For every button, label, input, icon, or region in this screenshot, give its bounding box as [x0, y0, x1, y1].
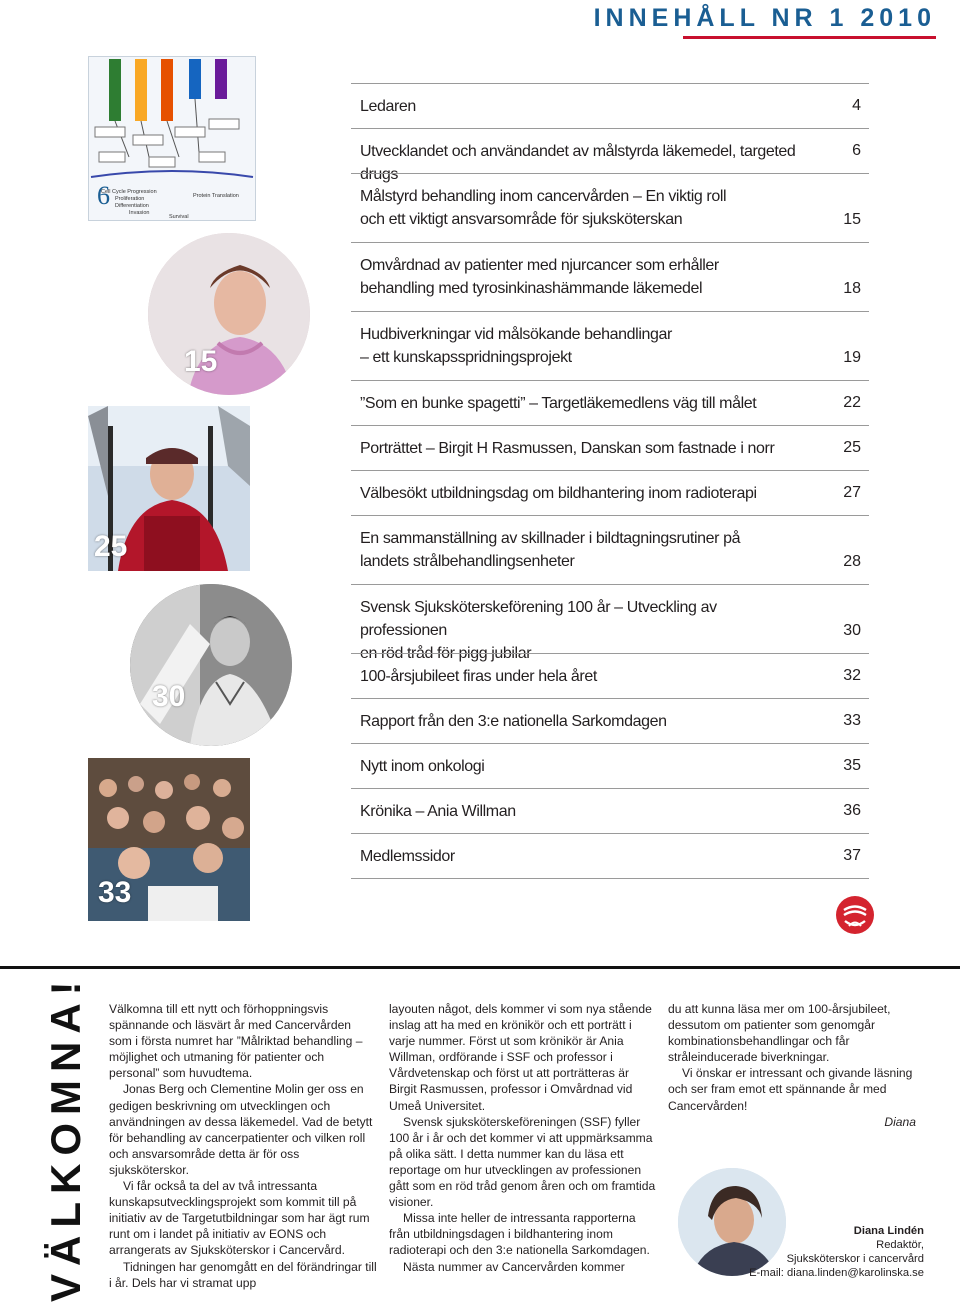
toc-entry-page: 15 — [843, 211, 861, 228]
woman-portrait-graphic — [148, 233, 310, 395]
toc-entry-page: 32 — [843, 667, 861, 684]
toc-entry[interactable] — [351, 788, 869, 833]
table-of-contents — [351, 83, 869, 879]
editorial-paragraph: Svensk sjuksköterskeföreningen (SSF) fyller 100 år i år och det kommer vi att uppmärksamma på olika sätt. I detta nummer kan du läsa ett reportage om hur utvecklingen av professionen gått som en röd tråd genom åren och om framtida visioner. — [389, 1114, 656, 1210]
toc-entry-title: Ledaren — [360, 98, 416, 115]
toc-entry-page: 37 — [843, 847, 861, 864]
editorial-paragraph: Välkomna till ett nytt och förhoppningsvis spännande och läsvärt år med Cancervården som i första numret har ”Målriktad behandling – möjlighet och utmaning för patienter och personal” som huvudtema. — [109, 1002, 363, 1081]
diagram-label: Invasion — [129, 210, 150, 216]
toc-entry-page: 33 — [843, 712, 861, 729]
toc-entry[interactable] — [351, 584, 869, 662]
toc-entry-title: Porträttet – Birgit H Rasmussen, Danskan som fastnade i norr — [360, 440, 775, 457]
toc-entry-page: 6 — [852, 142, 861, 159]
toc-entry-title: behandling med tyrosinkinashämmande läkemedel — [360, 280, 703, 297]
toc-entry-title: Nytt inom onkologi — [360, 758, 485, 775]
toc-entry-page: 22 — [843, 394, 861, 411]
editorial-paragraph: Nästa nummer av Cancervården kommer — [403, 1259, 625, 1274]
toc-entry-title: 100-årsjubileet firas under hela året — [360, 668, 597, 685]
skier-thumbnail[interactable] — [88, 406, 250, 571]
toc-entry[interactable] — [351, 425, 869, 470]
toc-entry-title: Utvecklandet och användandet av målstyrda läkemedel, targeted drugs — [360, 143, 796, 183]
toc-entry[interactable] — [351, 242, 869, 311]
editorial-column-1 — [109, 1001, 377, 1291]
toc-entry-page: 27 — [843, 484, 861, 501]
toc-bottom-rule — [351, 878, 869, 879]
toc-entry[interactable] — [351, 173, 869, 242]
toc-entry[interactable] — [351, 128, 869, 183]
toc-entry-page: 19 — [843, 349, 861, 366]
editor-email[interactable]: E-mail: diana.linden@karolinska.se — [749, 1267, 924, 1279]
association-logo-icon — [835, 895, 875, 935]
toc-entry-title: ”Som en bunke spagetti” – Targetläkemedlens väg till målet — [360, 395, 757, 412]
thumbnail-badge: 33 — [98, 876, 132, 909]
editor-name: Diana Lindén — [853, 1225, 924, 1237]
editor-contact — [749, 1224, 924, 1280]
crowd-thumbnail[interactable] — [88, 758, 250, 921]
toc-entry[interactable] — [351, 698, 869, 743]
toc-entry[interactable] — [351, 83, 869, 128]
toc-entry[interactable] — [351, 743, 869, 788]
association-logo — [835, 895, 875, 935]
thumbnail-badge: 6 — [97, 181, 110, 210]
editorial-paragraph: Jonas Berg och Clementine Molin ger oss en gedigen beskrivning om utvecklingen och användningen av dessa läkemedel. Vad de betytt för behandling av cancerpatienter och vilken roll och ansvarsområde detta är för oss sjuksköterskor. — [109, 1082, 373, 1177]
diagram-label: Proliferation — [115, 196, 145, 202]
diagram-label: Protein Translation — [193, 193, 239, 199]
editorial-paragraph: Missa inte heller de intressanta rapporterna från utbildningsdagen i bildhantering inom radioterapi och den 3:e nationella Sarkomdagen. — [389, 1211, 650, 1258]
editorial-paragraph: Vi får också ta del av två intressanta kunskapsutvecklingsprojekt som kommit till på initiativ av de Targetutbildningar som har ägt rum runt om i landet på initiativ av EONS och arrangerats av Sjuksköterskor i Cancervård. — [109, 1179, 370, 1258]
toc-entry[interactable] — [351, 470, 869, 515]
editorial-paragraph: Tidningen har genomgått en del förändringar till i år. Dels har vi stramat upp — [109, 1259, 377, 1290]
thumbnail-badge: 30 — [152, 680, 186, 713]
toc-entry-title: Svensk Sjuksköterskeförening 100 år – Utveckling av professionen — [360, 599, 717, 639]
toc-entry-title: En sammanställning av skillnader i bildtagningsrutiner på — [360, 530, 741, 547]
editorial-paragraph: layouten något, dels kommer vi som nya stående inslag att ha med en krönikör och ett porträtt i varje nummer. Först ut som krönikör är Ania Willman, ordförande i SSF och professor i Vårdvetenskap och först ut att porträtteras är Birgit Rasmussen, professor i Omvårdnad vid Umeå Universitet. — [389, 1002, 652, 1113]
toc-entry-page: 28 — [843, 553, 861, 570]
diagram-label: Cell Cycle Progression — [101, 189, 157, 195]
diagram-label: Differentiation — [115, 203, 149, 209]
issue-title: INNEHÅLL NR 1 2010 — [593, 4, 936, 32]
editorial-column-2 — [389, 1001, 657, 1275]
vintage-nurse-thumbnail[interactable] — [130, 584, 292, 746]
diagram-thumbnail[interactable] — [88, 56, 256, 221]
toc-entry-page: 25 — [843, 439, 861, 456]
header-rule — [683, 36, 936, 39]
toc-entry-title: Hudbiverkningar vid målsökande behandlingar — [360, 326, 672, 343]
toc-entry-title: en röd tråd för pigg jubilar — [360, 645, 532, 662]
thumbnail-badge: 15 — [184, 345, 218, 378]
toc-entry-title: landets strålbehandlingsenheter — [360, 553, 575, 570]
vintage-nurse-graphic — [130, 584, 292, 746]
editor-organization: Sjuksköterskor i cancervård — [786, 1253, 924, 1265]
welcome-heading: VÄLKOMNA! — [42, 973, 89, 1302]
toc-entry-title: och ett viktigt ansvarsområde för sjuksköterskan — [360, 211, 683, 228]
editorial-column-3 — [668, 1001, 930, 1130]
toc-entry-page: 4 — [852, 97, 861, 114]
toc-entry-title: Medlemssidor — [360, 848, 455, 865]
toc-entry-page: 35 — [843, 757, 861, 774]
toc-entry-title: Krönika – Ania Willman — [360, 803, 516, 820]
toc-entry-page: 30 — [843, 622, 861, 639]
toc-entry[interactable] — [351, 380, 869, 425]
editorial-paragraph: du att kunna läsa mer om 100-årsjubileet, dessutom om patienter som genomgår kombinationsbehandlingar och får stråleinducerade biverkningar. — [668, 1002, 891, 1065]
toc-entry-page: 18 — [843, 280, 861, 297]
toc-entry[interactable] — [351, 311, 869, 380]
toc-entry[interactable] — [351, 833, 869, 878]
signaling-diagram-graphic — [89, 57, 255, 220]
toc-entry-title: Rapport från den 3:e nationella Sarkomdagen — [360, 713, 667, 730]
toc-entry-title: Omvårdnad av patienter med njurcancer som erhåller — [360, 257, 719, 274]
diagram-label: Survival — [169, 214, 189, 220]
editor-role: Redaktör, — [876, 1239, 924, 1251]
toc-entry[interactable] — [351, 515, 869, 584]
editor-signature: Diana — [884, 1114, 916, 1129]
section-divider — [0, 966, 960, 969]
toc-entry-title: Välbesökt utbildningsdag om bildhantering inom radioterapi — [360, 485, 757, 502]
thumbnail-badge: 25 — [94, 530, 128, 563]
toc-entry-title: Målstyrd behandling inom cancervården – En viktig roll — [360, 188, 727, 205]
toc-entry-page: 36 — [843, 802, 861, 819]
editorial-paragraph: Vi önskar er intressant och givande läsning och ser fram emot ett spännande år med Cancervården! — [668, 1066, 913, 1113]
toc-entry-title: – ett kunskapsspridningsprojekt — [360, 349, 572, 366]
woman-portrait-thumbnail[interactable] — [148, 233, 310, 395]
toc-entry[interactable] — [351, 653, 869, 698]
